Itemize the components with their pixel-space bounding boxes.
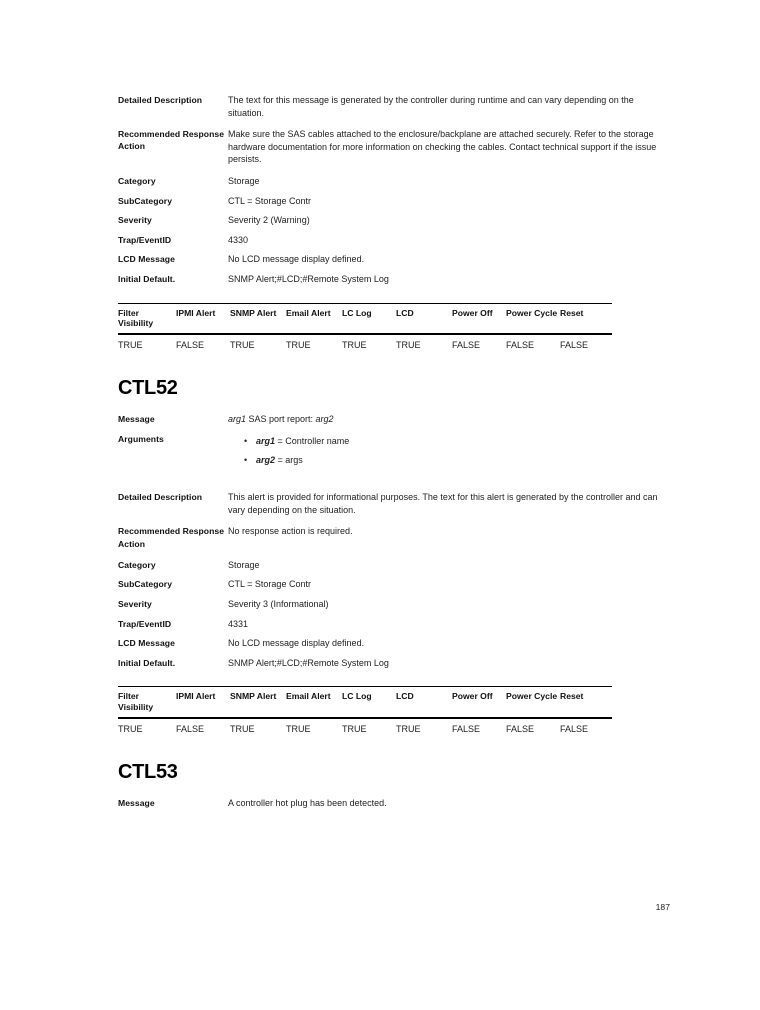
row-label: LCD Message xyxy=(118,638,175,649)
row-value: 4331 xyxy=(228,618,249,629)
detail-row-detailed-description xyxy=(118,94,668,119)
column-header-power-cycle: Power Cycle xyxy=(506,687,560,718)
row-value: CTL = Storage Contr xyxy=(228,579,311,590)
cell-email-alert: TRUE xyxy=(286,724,311,735)
list-item xyxy=(244,435,668,448)
column-header-lcd: LCD xyxy=(396,687,452,718)
list-item xyxy=(244,454,668,467)
row-value: The text for this message is generated by the controller during runtime and can vary depending on the situation. xyxy=(228,95,634,118)
column-header-power-off: Power Off xyxy=(452,303,506,334)
section-heading-ctl52: CTL52 xyxy=(118,377,178,400)
page-number: 187 xyxy=(655,902,670,912)
argument-value: args xyxy=(285,454,303,465)
column-header-filter-visibility: Filter Visibility xyxy=(118,687,176,718)
cell-snmp-alert: TRUE xyxy=(230,340,255,351)
column-header-filter-visibility: Filter Visibility xyxy=(118,303,176,334)
row-label: LCD Message xyxy=(118,254,175,265)
row-label: Category xyxy=(118,559,156,570)
alert-section-ctl53 xyxy=(118,761,668,810)
cell-filter-visibility: TRUE xyxy=(118,724,143,735)
row-label: Trap/EventID xyxy=(118,618,172,629)
column-header-ipmi-alert: IPMI Alert xyxy=(176,303,230,334)
cell-lcd: TRUE xyxy=(396,340,421,351)
message-arg1-token: arg1 xyxy=(228,414,247,425)
detail-row-lcd-message xyxy=(118,637,668,650)
cell-lc-log: TRUE xyxy=(342,724,367,735)
detail-row-message xyxy=(118,797,668,810)
row-value: No response action is required. xyxy=(228,526,353,537)
column-header-snmp-alert: SNMP Alert xyxy=(230,303,286,334)
row-value: Make sure the SAS cables attached to the enclosure/backplane are attached securely. Refer to the storage hardware documentation for more information on checking the cables. Contact technical support if the issue persists. xyxy=(228,129,657,165)
filter-actions-table xyxy=(118,686,612,739)
alert-detail-block-ctl51 xyxy=(118,94,668,355)
argument-equals: = xyxy=(275,435,286,446)
cell-lcd: TRUE xyxy=(396,724,421,735)
cell-reset: FALSE xyxy=(560,340,589,351)
row-label: Severity xyxy=(118,598,152,609)
detail-row-initial-default xyxy=(118,657,668,670)
detail-row-severity xyxy=(118,214,668,227)
row-label: SubCategory xyxy=(118,195,173,206)
row-value: SNMP Alert;#LCD;#Remote System Log xyxy=(228,657,389,668)
message-arg2-token: arg2 xyxy=(315,414,334,425)
row-label: Detailed Description xyxy=(118,492,203,503)
row-label: Recommended Response Action xyxy=(118,526,225,549)
row-label: Detailed Description xyxy=(118,95,203,105)
cell-lc-log: TRUE xyxy=(342,340,367,351)
cell-power-off: FALSE xyxy=(452,340,481,351)
column-header-email-alert: Email Alert xyxy=(286,687,342,718)
detail-row-severity xyxy=(118,598,668,611)
cell-power-cycle: FALSE xyxy=(506,724,535,735)
column-header-lcd: LCD xyxy=(396,303,452,334)
row-value: CTL = Storage Contr xyxy=(228,195,311,206)
row-value xyxy=(228,413,668,426)
detail-row-category xyxy=(118,559,668,572)
column-header-power-cycle: Power Cycle xyxy=(506,303,560,334)
row-label: Message xyxy=(118,798,155,809)
cell-reset: FALSE xyxy=(560,724,589,735)
cell-email-alert: TRUE xyxy=(286,340,311,351)
row-label: Trap/EventID xyxy=(118,234,172,245)
table-row xyxy=(118,334,612,355)
detail-row-recommended-response-action xyxy=(118,128,668,166)
section-heading-ctl53: CTL53 xyxy=(118,761,178,784)
filter-actions-table xyxy=(118,303,612,356)
column-header-reset: Reset xyxy=(560,687,612,718)
row-value: No LCD message display defined. xyxy=(228,254,365,265)
table-row xyxy=(118,718,612,739)
column-header-reset: Reset xyxy=(560,303,612,334)
column-header-snmp-alert: SNMP Alert xyxy=(230,687,286,718)
cell-filter-visibility: TRUE xyxy=(118,340,143,351)
column-header-lc-log: LC Log xyxy=(342,687,396,718)
row-label: Recommended Response Action xyxy=(118,129,225,152)
detail-row-trap-eventid xyxy=(118,618,668,631)
row-value: Storage xyxy=(228,559,260,570)
row-value xyxy=(228,433,668,472)
table-header-row xyxy=(118,303,612,334)
row-value: Severity 3 (Informational) xyxy=(228,598,329,609)
row-label: Arguments xyxy=(118,433,164,444)
alert-section-ctl52 xyxy=(118,377,668,739)
table-header-row xyxy=(118,687,612,718)
column-header-ipmi-alert: IPMI Alert xyxy=(176,687,230,718)
detail-row-recommended-response-action xyxy=(118,525,668,549)
bullet-icon: • xyxy=(244,454,248,465)
page-content xyxy=(118,94,668,817)
argument-name: arg2 xyxy=(256,454,276,465)
row-value: Storage xyxy=(228,175,260,186)
argument-equals: = xyxy=(275,454,286,465)
message-middle-text: SAS port report: xyxy=(246,414,316,425)
detail-row-lcd-message xyxy=(118,253,668,266)
cell-ipmi-alert: FALSE xyxy=(176,340,205,351)
detail-row-initial-default xyxy=(118,273,668,286)
argument-name: arg1 xyxy=(256,435,276,446)
column-header-lc-log: LC Log xyxy=(342,303,396,334)
detail-row-message xyxy=(118,413,668,426)
detail-row-subcategory xyxy=(118,578,668,591)
cell-ipmi-alert: FALSE xyxy=(176,724,205,735)
detail-row-subcategory xyxy=(118,195,668,208)
cell-snmp-alert: TRUE xyxy=(230,724,255,735)
row-label: Category xyxy=(118,175,156,186)
row-label: SubCategory xyxy=(118,579,173,590)
row-label: Message xyxy=(118,414,155,425)
detail-row-arguments xyxy=(118,433,668,472)
row-value: SNMP Alert;#LCD;#Remote System Log xyxy=(228,273,389,284)
column-header-email-alert: Email Alert xyxy=(286,303,342,334)
detail-row-trap-eventid xyxy=(118,234,668,247)
row-label: Initial Default. xyxy=(118,657,176,668)
row-value: A controller hot plug has been detected. xyxy=(228,798,387,809)
bullet-icon: • xyxy=(244,435,248,446)
row-value: No LCD message display defined. xyxy=(228,638,365,649)
arguments-list xyxy=(228,435,668,466)
row-value: This alert is provided for informational purposes. The text for this alert is generated by the controller and can vary depending on the situation. xyxy=(228,492,658,515)
row-value: 4330 xyxy=(228,234,249,245)
detail-row-detailed-description xyxy=(118,491,668,516)
column-header-power-off: Power Off xyxy=(452,687,506,718)
row-value: Severity 2 (Warning) xyxy=(228,215,310,226)
cell-power-off: FALSE xyxy=(452,724,481,735)
detail-row-category xyxy=(118,175,668,188)
row-label: Severity xyxy=(118,215,152,226)
row-label: Initial Default. xyxy=(118,273,176,284)
cell-power-cycle: FALSE xyxy=(506,340,535,351)
argument-value: Controller name xyxy=(285,435,350,446)
